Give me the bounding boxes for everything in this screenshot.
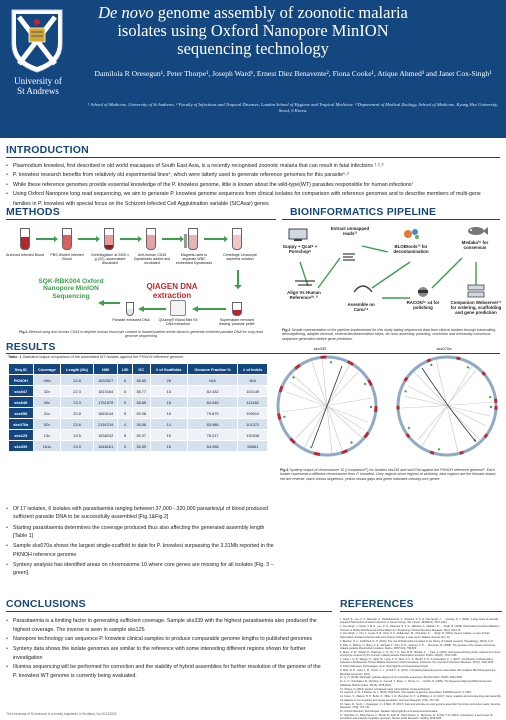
table-cell: 21x	[33, 408, 61, 419]
synteny-plot-sks070a	[392, 352, 502, 460]
references-heading: REFERENCES	[340, 598, 414, 610]
reference-item: 17. Steinbiss, S., Silva-Franco, F., Brunk, B., Foth, B., Hertz-Fowler, C., Berriman, M., & Otto, T. D. (2016). Companion: a web server for annotation and analysis of parasite genomes. Nucleic Acids Research, 44(W1), W29-W34.	[340, 713, 493, 720]
column-header: N50	[93, 364, 118, 375]
table-cell: N/A	[238, 375, 268, 386]
table-cell: 20.8	[61, 408, 94, 419]
pipeline-node-racon: RACON¹⁵ x4 for polishing	[406, 300, 440, 310]
reference-item: 6. Moon, R. W., Sharaf, H., Hastings, C. H., Ho, Y. S., Nair, M. B., Rchiad, Z., ... Pain, A. (2016). Normocyte-binding protein required for human erythrocyte invasion by the zoonotic malaria parasite Plasmodium knowlesi. PNAS, 113(26), 7231-7236.	[340, 650, 501, 658]
table-cell: 6	[118, 375, 132, 386]
reference-item: 8. Oxford Nanopore Technologies. Qcat. https://github.com/nanoporetech/qcat	[340, 665, 429, 669]
caption-text: Simple representation of the pipeline implemented for this study taking sequenced data from clinical isolates through basecalling, demultiplexing, adapter removal, several decontamination steps, de novo assembly, polishing, correction and eventually consensus sequence generation before gene prediction	[282, 328, 497, 341]
table-cell: sks048	[9, 397, 34, 408]
table-cell: 23.9	[61, 441, 94, 452]
extraction-kit-icon	[170, 300, 186, 316]
author-list: Damilola R Oresegun¹, Peter Thorpe¹, Joseph Ward¹, Ernest Diez Benavente², Fiona Cooke¹, Atique Ahmed³ and Janet Cox-Singh¹	[94, 69, 492, 78]
table-cell: 1638232	[93, 430, 118, 441]
table-cell: 15	[150, 386, 187, 397]
sequencing-label: SQK-RBK004 Oxford Nanopore MinION Sequencing	[38, 278, 104, 300]
reference-item: 5. Pain, A., Böhme, U., Berry, A. E., Mungall, K., Finn, R. D., Jackson, A. P., ... Berriman, M. (2008). The genome of the simian and human malaria parasite Plasmodium knowlesi. Nature, 455(7214), 799-803.	[340, 643, 496, 650]
introduction-list	[6, 162, 500, 209]
column-header: Genome Fraction %	[187, 364, 238, 375]
arrow-icon	[120, 238, 138, 240]
reference-item: 13. Laetsch, D. R., & Blaxter, M. L. (2017). BlobTools: Interrogation of genome assemblies. F1000Research, 6, 1287.	[340, 691, 472, 695]
conclusions-rule	[6, 611, 332, 612]
column-header: Length (Kb)	[61, 364, 94, 375]
table-row	[9, 375, 268, 386]
table-cell: sks339	[9, 441, 34, 452]
left-arrow-icon	[138, 306, 166, 312]
title-italic: De novo	[98, 3, 154, 22]
pipeline-node-align: Align Vs Human Reference¹⁰˒¹¹	[287, 290, 321, 300]
table-cell: 84.045	[187, 397, 238, 408]
table-cell: 1751678	[93, 397, 118, 408]
table-cell: 15	[150, 397, 187, 408]
table-row	[9, 397, 268, 408]
list-item: • While these reference genomes provide essential knowledge of the P. knowlesi genome, little is known about the wild-type(WT) parasites responsible for human infections⁷	[6, 181, 500, 190]
table-cell: 83.988	[187, 419, 238, 430]
list-item: • Starting parasitaemia determines the coverage produced thus also affecting the generated assembly length [Table 1]	[6, 524, 276, 541]
poster-header	[0, 0, 506, 138]
table-cell: 101372	[238, 419, 268, 430]
table-cell: 32x	[33, 386, 61, 397]
list-item: • Synteny analysis has identified areas on chromosome 10 where core genes are missing for all isolates [Fig. 3 – green].	[6, 561, 276, 578]
table-cell: sks058	[9, 408, 34, 419]
results-list	[6, 505, 276, 579]
university-line-2: St Andrews	[17, 86, 59, 96]
circos-label: sks339	[313, 346, 327, 351]
charity-footer: The University of St Andrews is a charity registered in Scotland, No SC013532	[6, 712, 117, 716]
table-cell: 130538	[238, 430, 268, 441]
table-cell: sks047	[9, 386, 34, 397]
centrifuge-tube-icon	[104, 228, 114, 250]
caption-label: Table. 1	[8, 355, 22, 359]
list-item: • Plasmodium knowlesi, first described in old world macaques of South East Asia, is a recently recognised zoonotic malaria that can result in fatal infections ¹˒²˒³	[6, 162, 500, 171]
university-crest-icon	[10, 8, 64, 74]
table-cell: 13x	[33, 430, 61, 441]
references-rule	[340, 611, 502, 612]
method-step: PBS Diluted Infected Blood	[50, 253, 84, 262]
table-cell: N/A	[187, 375, 238, 386]
qiagen-label: QIAGEN DNA extraction	[146, 282, 198, 300]
table-cell: 1810164	[93, 386, 118, 397]
table-cell: sks070a	[9, 419, 34, 430]
magnet-icon	[184, 234, 187, 248]
webserver-icon	[466, 284, 486, 298]
table-1-caption	[8, 355, 268, 359]
introduction-heading: INTRODUCTION	[6, 144, 89, 156]
caption-label: Fig.1	[19, 330, 28, 334]
table-cell: 109012	[238, 408, 268, 419]
blood-tube-icon	[20, 228, 30, 250]
table-body	[9, 375, 268, 452]
table-cell: 5	[118, 441, 132, 452]
method-step: Supernatant removed leaving 'parasite pellet'	[218, 318, 256, 327]
pipeline-node-canu: Assemble on Canu¹⁴	[347, 302, 375, 312]
pipeline-node-blobtools: BLOBtools¹³ for decontamination	[393, 244, 429, 254]
university-line-1: University of	[14, 76, 62, 86]
circos-label: sks070a	[436, 346, 452, 351]
table-cell: 102149	[238, 386, 268, 397]
synteny-plot-sks339	[272, 352, 382, 460]
table-cell: 1648161	[93, 441, 118, 452]
caption-label: Fig.2	[282, 328, 291, 332]
figure-3-caption	[280, 468, 498, 481]
table-cell: 24.8	[61, 375, 94, 386]
table-cell: 161x	[33, 441, 61, 452]
bioinformatics-heading: BIOINFORMATICS PIPELINE	[290, 206, 437, 218]
column-header: Coverage	[33, 364, 61, 375]
table-header-row	[9, 364, 268, 375]
table-cell: 111482	[238, 397, 268, 408]
table-cell: 23.3	[61, 397, 94, 408]
caption-label: Fig.3	[280, 468, 289, 472]
method-step: Anti-human CD45 Dynabeads added and incubated	[133, 253, 171, 266]
reference-item: 15. Vaser, R., Sović, I., Nagarajan, N., & Šikić, M. (2017). Fast and accurate de novo genome assembly from long uncorrected reads. Genome Research, 27(5), 737-746.	[340, 702, 501, 709]
table-cell: 5	[118, 408, 132, 419]
caption-text: Synteny output of chromosome 10 (Companion¹⁷) for isolates sks339 and sks070a against the PKNOH reference genome⁶. Each isolate represents a different chromosome from P. knowlesi. Grey regions show regions of similarity, blue regions are the forward strand, red are reverse, black shows singletons, yellow shows gaps and green indicates missing core genes	[280, 468, 497, 481]
methods-rule	[6, 219, 276, 220]
pipeline-figure	[282, 218, 502, 348]
down-arrow-head-icon	[234, 285, 242, 289]
figure-1-caption	[18, 330, 264, 339]
dna-tube-icon	[126, 302, 134, 316]
reference-item: 12. Thorpe, P. (2019). Extract unmapped reads. https://github.com/peterthorpe5	[340, 687, 430, 691]
conclusions-list	[6, 617, 326, 681]
reference-item: 7. Lubis, I. N. D., Wijaya, H., Lubis, M., Lubis, C. P., Divis, P. C. S., Beshir, K. B., & Sutherland, C. J. (2017). Contribution of Plasmodium knowlesi to Multispecies Human Malaria Infections in North Sumatera, Indonesia. The Journal of Infectious Diseases, 215(7), 1148-1155.	[340, 658, 494, 665]
table-cell: 5	[118, 430, 132, 441]
table-cell: 23.6	[61, 419, 94, 430]
conclusions-heading: CONCLUSIONS	[6, 598, 86, 610]
list-item: • Of 17 isolates, 6 isolates with parasitaemia ranging between 37,000 - 320,000 parasites/µl of blood produced sufficient parasite DNA to be successfully assembled [Fig.1&Fig.2]	[6, 505, 276, 522]
references-list	[340, 618, 502, 720]
method-step: Parasite extracted DNA	[112, 318, 150, 322]
table-cell: sks125	[9, 430, 34, 441]
left-arrow-icon	[98, 300, 120, 306]
list-item: • Using Oxford Nanopore long read sequencing, we aim to generate P. knowlesi genome sequences from clinical isolates for comparison with reference genomes and to describe members of multi-gene families in P. knowlesi with special focus on the Schizont-Infected Cell Agglutination variable (SICAvar) genes	[6, 190, 500, 209]
reference-item: 16. Oxford Nanopore Technologies. Medaka. https://github.com/nanoporetech/medaka	[340, 709, 438, 713]
pipeline-node-basecalling: Guppy + Qcat⁸ + Porechop⁹	[282, 244, 318, 254]
racoon-icon	[414, 286, 432, 298]
results-heading: RESULTS	[6, 341, 56, 353]
caption-text: Statistical output comparison of the assembled WT isolates against the PKNOH reference genome	[21, 355, 184, 359]
table-cell: 14	[150, 419, 187, 430]
pellet-tube-icon	[232, 302, 242, 316]
methods-figure	[6, 222, 276, 342]
table-row	[9, 386, 268, 397]
table-cell: 78.017	[187, 430, 238, 441]
method-step: QIAamp® Blood Mini Kit DNA extraction	[158, 318, 198, 327]
table-cell: 4	[118, 419, 132, 430]
list-item: • Sample sks070a shows the largest single-scaffold to date for P. knowlesi surpassing the 3.31Mb reported in the PKNOH reference genome	[6, 542, 276, 559]
column-header: GC	[132, 364, 150, 375]
table-cell: 39.37	[132, 430, 150, 441]
table-row	[9, 408, 268, 419]
table-cell: 5	[118, 386, 132, 397]
table-row	[9, 430, 268, 441]
method-step: Centrifugation at 2000 x g (X2), supernatant discarded	[90, 253, 130, 266]
canu-icon	[352, 282, 374, 294]
method-step: Archived Infected Blood	[6, 253, 44, 257]
table-cell: 38.60	[132, 375, 150, 386]
table-cell: <50x	[33, 375, 61, 386]
pipeline-node-companion: Companion Webserver¹⁷ for ordering, scaffolding and gene prediction	[450, 300, 502, 315]
reference-item: 10. Li, H. (2018). Minimap2: pairwise alignment for nucleotide sequences. Bioinformatics, 34(18), 3094-3100.	[340, 676, 463, 680]
column-header: # of Indels	[238, 364, 268, 375]
table-cell: 1863144	[93, 408, 118, 419]
table-cell: 98561	[238, 441, 268, 452]
alignment-icon	[294, 278, 316, 288]
figure-2-caption	[282, 328, 502, 341]
pipeline-node-unmapped: Extract unmapped reads¹²	[330, 226, 370, 236]
dynabeads-tube-icon	[146, 228, 156, 250]
reference-item: 1. Singh, B., Lee, K. S., Matusop, A., Radhakrishnan, A., Shamsul, S. S. G., Cox-Singh, J., ... Conway, D. J. (2004). A large focus of naturally acquired Plasmodium knowlesi infections in human beings. The Lancet, 363(9414), 1017-1024.	[340, 618, 499, 625]
table-cell: 40x	[33, 397, 61, 408]
arrow-icon	[36, 238, 54, 240]
arrow-icon	[162, 238, 180, 240]
table-cell: 1632627	[93, 375, 118, 386]
reference-item: 14. Koren, S., Walenz, B. P., Berlin, K., Miller, J. R., Bergman, N. H., & Phillippy, A. M. (2017). Canu: scalable and accurate long-read assembly via adaptive k-mer weighting and repeat separation. Genome Research, 27(5), 722-736.	[340, 695, 502, 702]
column-header: L50	[118, 364, 132, 375]
arrow-icon	[204, 238, 224, 240]
method-step: Centrifuge Leucocyte depleted solution	[223, 253, 257, 262]
table-cell: 15	[150, 408, 187, 419]
leucocyte-depleted-tube-icon	[232, 228, 242, 250]
methods-heading: METHODS	[6, 206, 60, 218]
table-cell: 38.59	[132, 441, 150, 452]
pipeline-node-medaka: Medaka¹⁶ for consensus	[461, 240, 489, 250]
university-name	[4, 76, 72, 96]
table-cell: 39.08	[132, 408, 150, 419]
reference-item: 9. Wick, R. R., Judd, L. M., Gorrie, C. L., & Holt, K. E. (2017). Completing bacterial genome assemblies with multiplex MinION sequencing. Microbial Genomics, 3(10).	[340, 669, 496, 676]
reference-item: 2. Cox-Singh, J., Davis, T. M. E., Lee, K.-S., Shamsul, S. S. G., Matusop, A., Ratnam, S., ... Singh, B. (2008). Plasmodium knowlesi Malaria in Humans Is Widely Distributed and Potentially Life Threatening. Clinical Infectious Diseases, 46(2), 165-171.	[340, 625, 500, 632]
list-item: • Nanopore technology can sequence P. knowlesi clinical samples to produce comparable genome lengths to published genomes	[6, 635, 326, 644]
table-cell: 52x	[33, 419, 61, 430]
table-cell: 79.875	[187, 408, 238, 419]
list-item: • Parasitaemia is a limiting factor in generating sufficient coverage. Sample sks339 with the highest parasitaemia also produced the highest coverage. The inverse is seen in sample sks125	[6, 617, 326, 635]
column-header: Seq ID	[9, 364, 34, 375]
arrow-icon	[78, 238, 96, 240]
title-rest: genome assembly of zoonotic malaria isolates using Oxford Nanopore MinION sequencing technology	[117, 3, 408, 58]
table-cell: 22.3	[61, 386, 94, 397]
table-cell: 19.5	[61, 430, 94, 441]
table-cell: 38.77	[132, 386, 150, 397]
down-arrow-icon	[237, 270, 239, 286]
table-cell: PKNOH	[9, 375, 34, 386]
table-cell: 5	[118, 397, 132, 408]
spacer	[70, 308, 72, 312]
table-cell: 38.58	[132, 419, 150, 430]
list-item: • Illumina sequencing will be performed for correction and the viability of hybrid assemblies for further resolution of the genome of the P. knowlesi WT genome is currently being evaluated.	[6, 663, 326, 681]
list-item: • Synteny data shows the isolate genomes are similar to the reference with some interesting different regions shown for further investigation	[6, 645, 326, 663]
table-cell: 2151219	[93, 419, 118, 430]
column-header: # of Scaffolds	[150, 364, 187, 375]
table-cell: 82.432	[187, 386, 238, 397]
table-cell: 26	[150, 375, 187, 386]
table-cell: 15	[150, 430, 187, 441]
caption-text: Method using anti-human CD45 to deplete human leucocyte content in thawed patient whole blood to generate enriched parasite DNA for long read genome sequencing	[27, 330, 263, 339]
table-row	[9, 441, 268, 452]
poster-title	[88, 4, 418, 58]
left-arrow-icon	[192, 306, 226, 312]
table-row	[9, 419, 268, 430]
diluted-tube-icon	[62, 228, 72, 250]
affiliations: ¹ School of Medicine, University of St Andrews. ² Faculty of Infectious and Tropical Diseases, London School of Hygiene and Tropical Medicine. ³ Department of Medical Zoology, School of Medicine, Kyung Hee University, Seoul, S Korea.	[87, 102, 499, 114]
list-item: • P. knowlesi research benefits from relatively old experimental lines⁴, which were latterly used to generate reference genomes for this parasite⁵˒⁶	[6, 171, 500, 180]
results-table	[8, 363, 268, 452]
reference-item: 3. Cox-Singh, J., Hiu, J., Lucas, S. B., Divis, P. C., Zulkarnaen, M., Chandran, P., ... Singh, B. (2010). Severe malaria - a case of fatal Plasmodium knowlesi infection with post-mortem findings: a case report. Malaria Journal, 9(1), 10.	[340, 632, 490, 639]
introduction-rule	[6, 157, 500, 158]
table-cell: 38.65	[132, 397, 150, 408]
magnet-tube-icon	[188, 228, 198, 250]
method-step: Magnets used to separate WBC embedded Dynabeads	[175, 253, 213, 266]
reference-item: 11. Li, H., Handsaker, B., Wysoker, A., Fennell, T., Ruan, J., Homer, N., ... Durbin, R. (2009). The Sequence Alignment/Map format and SAMtools. Bioinformatics, 25(16), 2078-2079.	[340, 680, 492, 687]
reference-item: 4. Butcher, G. A., & Mitchell, G. H. (2016). The role of Plasmodium knowlesi in the history of malaria research. Parasitology, 145(1), 6-17.	[340, 639, 495, 643]
table-cell: 84.058	[187, 441, 238, 452]
table-cell: 15	[150, 441, 187, 452]
